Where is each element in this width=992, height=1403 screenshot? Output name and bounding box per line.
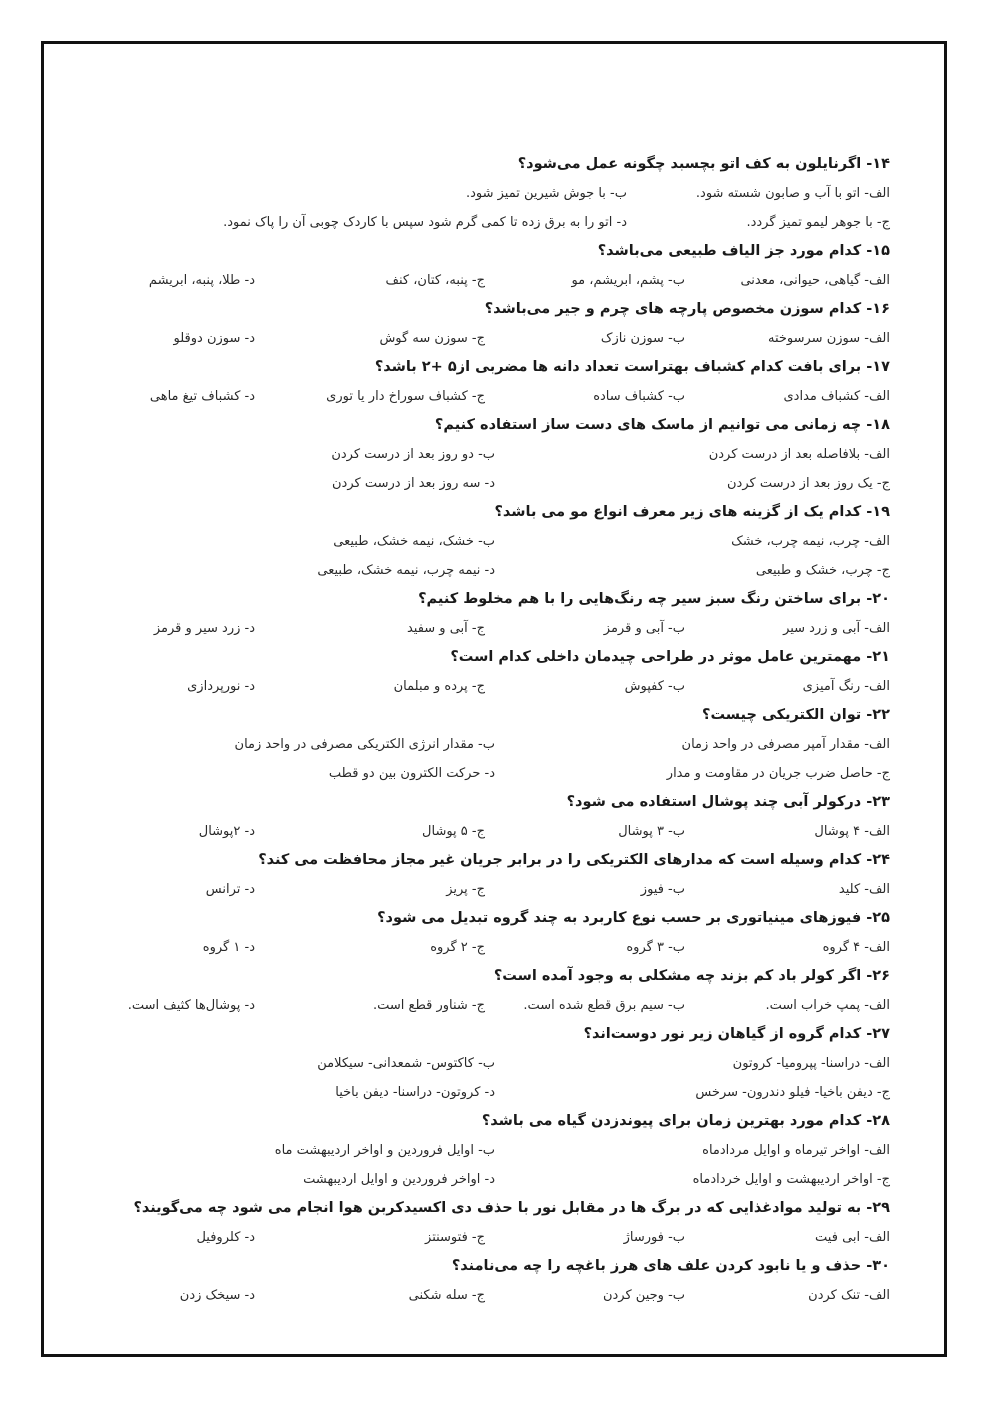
options-row xyxy=(95,1136,890,1165)
options-row xyxy=(95,1165,890,1194)
answer-option[interactable]: ب- سوزن نازک xyxy=(600,331,685,346)
options-row xyxy=(95,933,890,962)
answer-option[interactable]: د- ۲پوشال xyxy=(198,824,255,839)
answer-option[interactable]: د- سوزن دوقلو xyxy=(173,331,255,346)
options-row xyxy=(95,991,890,1020)
question-text: ۱۴- اگرنایلون به کف اتو بچسبد چگونه عمل می‌شود؟ xyxy=(517,156,890,172)
answer-option[interactable]: د- اواخر فروردین و اوایل اردیبهشت xyxy=(303,1172,495,1187)
options-row xyxy=(95,875,890,904)
question-text: ۲۱- مهمترین عامل موثر در طراحی چیدمان داخلی کدام است؟ xyxy=(450,649,890,665)
answer-option[interactable]: الف- گیاهی، حیوانی، معدنی xyxy=(740,273,890,288)
answer-option[interactable]: د- کشباف تیغ ماهی xyxy=(149,389,255,404)
question-text: ۱۸- چه زمانی می توانیم از ماسک های دست ساز استفاده کنیم؟ xyxy=(434,417,890,433)
answer-option[interactable]: د- زرد سیر و قرمز xyxy=(153,621,255,636)
options-row xyxy=(95,1078,890,1107)
answer-option[interactable]: الف- پمپ خراب است. xyxy=(765,998,890,1013)
exam-questions xyxy=(95,150,890,1310)
options-row xyxy=(95,556,890,585)
question-block xyxy=(95,498,890,585)
answer-option[interactable]: ب- اوایل فروردین و اواخر اردیبهشت ماه xyxy=(274,1143,495,1158)
answer-option[interactable]: ج- پنبه، کتان، کنف xyxy=(385,273,485,288)
question-text: ۱۹- کدام یک از گزینه های زیر معرف انواع مو می باشد؟ xyxy=(494,504,890,520)
answer-option[interactable]: ب- وجین کردن xyxy=(602,1288,685,1303)
answer-option[interactable]: الف- ۴ پوشال xyxy=(814,824,890,839)
question-block xyxy=(95,962,890,1020)
question-text: ۱۶- کدام سوزن مخصوص پارچه های چرم و جیر می‌باشد؟ xyxy=(484,301,890,317)
answer-option[interactable]: ب- فورساژ xyxy=(623,1230,685,1245)
question-text: ۲۸- کدام مورد بهترین زمان برای پیوندزدن گیاه می باشد؟ xyxy=(481,1113,890,1129)
answer-option[interactable]: الف- کلید xyxy=(838,882,890,897)
answer-option[interactable]: ب- خشک، نیمه خشک، طبیعی xyxy=(333,534,495,549)
question-block xyxy=(95,643,890,701)
answer-option[interactable]: ب- فیوز xyxy=(640,882,685,897)
answer-option[interactable]: ج- شناور قطع است. xyxy=(372,998,485,1013)
question-text: ۲۷- کدام گروه از گیاهان زیر نور دوست‌اند؟ xyxy=(583,1026,890,1042)
options-row xyxy=(95,730,890,759)
options-row xyxy=(95,1049,890,1078)
answer-option[interactable]: الف- دراسنا- پپرومیا- کروتون xyxy=(732,1056,890,1071)
question-block xyxy=(95,1194,890,1252)
answer-option[interactable]: ج- چرب، خشک و طبیعی xyxy=(755,563,890,578)
options-row xyxy=(95,1281,890,1310)
answer-option[interactable]: د- سه روز بعد از درست کردن xyxy=(332,476,495,491)
question-block xyxy=(95,904,890,962)
answer-option[interactable]: ب- کشباف ساده xyxy=(593,389,685,404)
answer-option[interactable]: ج- سله شکنی xyxy=(408,1288,485,1303)
question-text: ۱۵- کدام مورد جز الیاف طبیعی می‌باشد؟ xyxy=(597,243,890,259)
options-row xyxy=(95,324,890,353)
answer-option[interactable]: د- کروتون- دراسنا- دیفن باخیا xyxy=(335,1085,495,1100)
answer-option[interactable]: د- سیخک زدن xyxy=(179,1288,255,1303)
answer-option[interactable]: الف- کشباف مدادی xyxy=(783,389,890,404)
options-row xyxy=(95,208,890,237)
answer-option[interactable]: ب- کاکتوس- شمعدانی- سیکلامن xyxy=(317,1056,495,1071)
answer-option[interactable]: د- نورپردازی xyxy=(187,679,255,694)
question-text: ۲۵- فیوزهای مینیاتوری بر حسب نوع کاربرد به چند گروه تبدیل می شود؟ xyxy=(377,910,890,926)
question-block xyxy=(95,788,890,846)
answer-option[interactable]: الف- ۴ گروه xyxy=(822,940,890,955)
options-row xyxy=(95,759,890,788)
answer-option[interactable]: الف- تنک کردن xyxy=(808,1288,890,1303)
question-text: ۲۴- کدام وسیله است که مدارهای الکتریکی را در برابر جریان غیر مجاز محافظت می کند؟ xyxy=(258,852,890,868)
answer-option[interactable]: ج- کشباف سوراخ دار یا توری xyxy=(326,389,485,404)
options-row xyxy=(95,614,890,643)
options-row xyxy=(95,469,890,498)
answer-option[interactable]: ب- دو روز بعد از درست کردن xyxy=(331,447,495,462)
answer-option[interactable]: ج- با جوهر لیمو تمیز گردد. xyxy=(746,215,890,230)
answer-option[interactable]: ب- کفپوش xyxy=(624,679,685,694)
question-block xyxy=(95,295,890,353)
question-text: ۲۳- درکولر آبی چند پوشال استفاده می شود؟ xyxy=(566,794,890,810)
options-row xyxy=(95,527,890,556)
options-row xyxy=(95,382,890,411)
answer-option[interactable]: ب- ۳ پوشال xyxy=(618,824,685,839)
question-block xyxy=(95,1252,890,1310)
answer-option[interactable]: د- ترانس xyxy=(205,882,255,897)
answer-option[interactable]: ج- یک روز بعد از درست کردن xyxy=(727,476,890,491)
question-text: ۱۷- برای بافت کدام کشباف بهتراست تعداد دانه ها مضربی از۵ +۲ باشد؟ xyxy=(374,359,890,375)
answer-option[interactable]: ب- سیم برق قطع شده است. xyxy=(523,998,685,1013)
answer-option[interactable]: ج- سوزن سه گوش xyxy=(379,331,485,346)
question-block xyxy=(95,150,890,237)
options-row xyxy=(95,440,890,469)
answer-option[interactable]: د- حرکت الکترون بین دو قطب xyxy=(328,766,495,781)
options-row xyxy=(95,817,890,846)
answer-option[interactable]: د- ۱ گروه xyxy=(202,940,255,955)
question-block xyxy=(95,237,890,295)
question-text: ۲۲- توان الکتریکی چیست؟ xyxy=(702,707,890,723)
question-text: ۲۰- برای ساختن رنگ سبز سیر چه رنگ‌هایی را با هم مخلوط کنیم؟ xyxy=(418,591,890,607)
answer-option[interactable]: ج- ۵ پوشال xyxy=(422,824,485,839)
answer-option[interactable]: د- اتو را به برق زده تا کمی گرم شود سپس با کاردک چوبی آن را پاک نمود. xyxy=(223,215,627,230)
options-row xyxy=(95,672,890,701)
answer-option[interactable]: ب- پشم، ابریشم، مو xyxy=(571,273,685,288)
answer-option[interactable]: ب- با جوش شیرین تمیز شود. xyxy=(465,186,627,201)
answer-option[interactable]: ج- اواخر اردیبهشت و اوایل خردادماه xyxy=(692,1172,890,1187)
answer-option[interactable]: ج- پرده و مبلمان xyxy=(393,679,485,694)
answer-option[interactable]: الف- رنگ آمیزی xyxy=(802,679,890,694)
answer-option[interactable]: الف- مقدار آمپر مصرفی در واحد زمان xyxy=(681,737,890,752)
answer-option[interactable]: الف- ابی فیت xyxy=(815,1230,890,1245)
answer-option[interactable]: ج- پریز xyxy=(446,882,485,897)
answer-option[interactable]: الف- آبی و زرد سیر xyxy=(783,621,890,636)
answer-option[interactable]: د- پوشال‌ها کثیف است. xyxy=(127,998,255,1013)
answer-option[interactable]: الف- چرب، نیمه چرب، خشک xyxy=(731,534,890,549)
question-text: ۳۰- حذف و یا نابود کردن علف های هرز باغچه را چه می‌نامند؟ xyxy=(451,1258,890,1274)
answer-option[interactable]: الف- اواخر تیرماه و اوایل مردادماه xyxy=(702,1143,890,1158)
question-block xyxy=(95,585,890,643)
options-row xyxy=(95,179,890,208)
answer-option[interactable]: ب- مقدار انرژی الکتریکی مصرفی در واحد زمان xyxy=(234,737,495,752)
question-text: ۲۹- به تولید موادغذایی که در برگ ها در مقابل نور با حذف دی اکسیدکربن هوا انجام می شود چه می‌گویند؟ xyxy=(133,1200,890,1216)
question-block xyxy=(95,701,890,788)
answer-option[interactable]: ج- حاصل ضرب جریان در مقاومت و مدار xyxy=(666,766,890,781)
answer-option[interactable]: ب- آبی و قرمز xyxy=(603,621,685,636)
answer-option[interactable]: د- نیمه چرب، نیمه خشک، طبیعی xyxy=(317,563,495,578)
answer-option[interactable]: ج- ۲ گروه xyxy=(430,940,485,955)
answer-option[interactable]: الف- اتو با آب و صابون شسته شود. xyxy=(695,186,890,201)
question-block xyxy=(95,1107,890,1194)
options-row xyxy=(95,1223,890,1252)
question-block xyxy=(95,846,890,904)
options-row xyxy=(95,266,890,295)
answer-option[interactable]: ب- ۳ گروه xyxy=(626,940,685,955)
question-text: ۲۶- اگر کولر باد کم بزند چه مشکلی به وجود آمده است؟ xyxy=(493,968,890,984)
question-block xyxy=(95,1020,890,1107)
answer-option[interactable]: د- طلا، پنبه، ابریشم xyxy=(148,273,255,288)
question-block xyxy=(95,353,890,411)
answer-option[interactable]: ج- دیفن باخیا- فیلو دندرون- سرخس xyxy=(695,1085,890,1100)
answer-option[interactable]: ج- فتوسنتز xyxy=(425,1230,485,1245)
question-block xyxy=(95,411,890,498)
answer-option[interactable]: ج- آبی و سفید xyxy=(406,621,485,636)
answer-option[interactable]: د- کلروفیل xyxy=(196,1230,255,1245)
answer-option[interactable]: الف- سوزن سرسوخته xyxy=(767,331,890,346)
answer-option[interactable]: الف- بلافاصله بعد از درست کردن xyxy=(708,447,890,462)
